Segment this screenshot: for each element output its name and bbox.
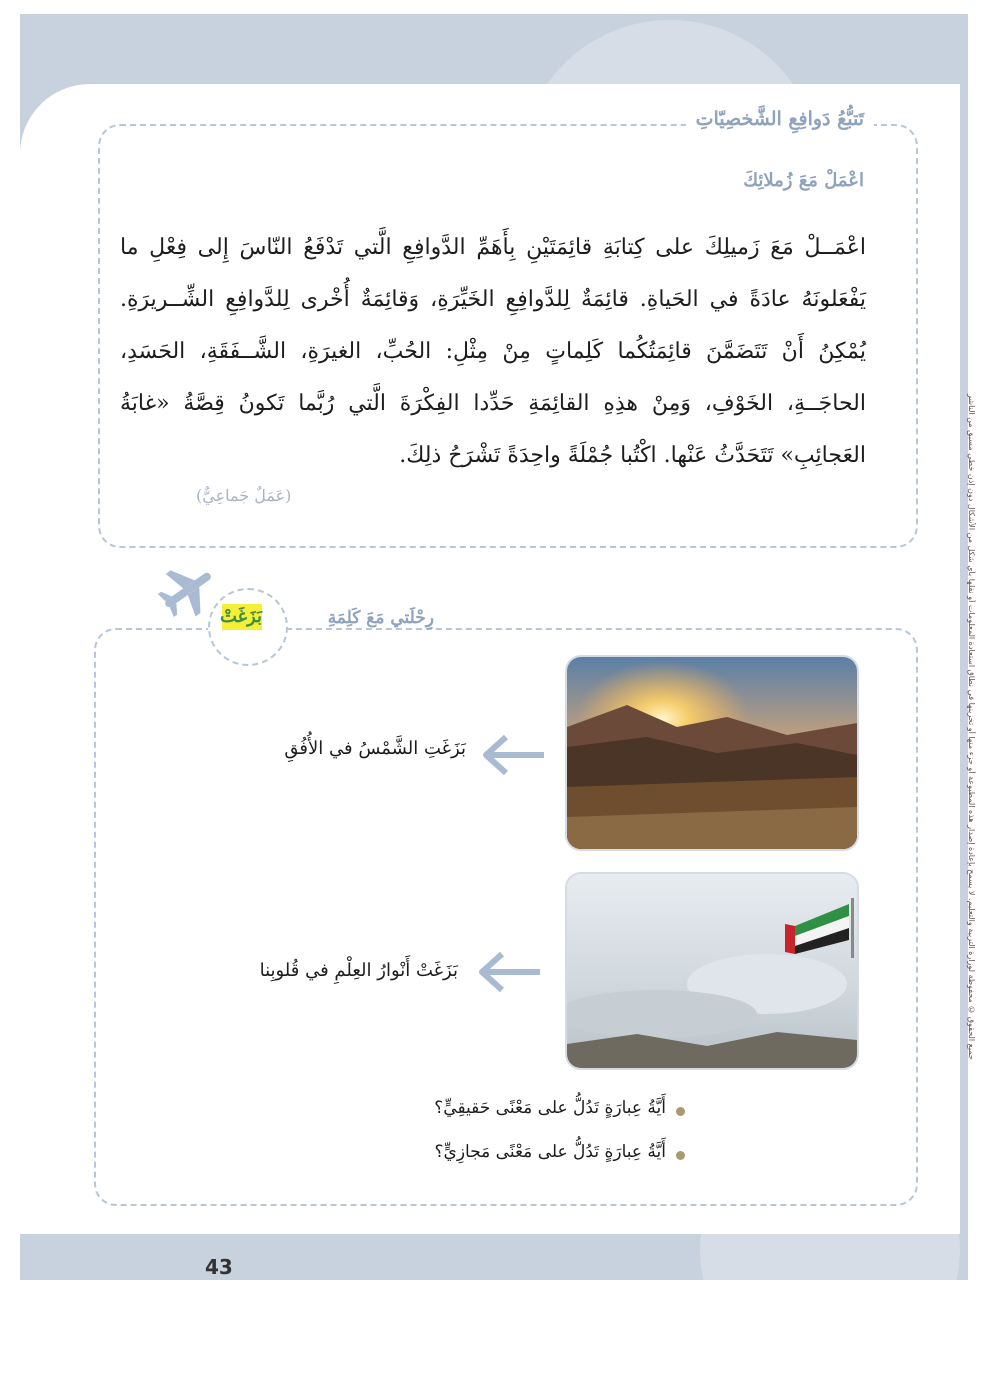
example-caption-1: بَزَغَتِ الشَّمْسُ في الأُفُقِ — [284, 738, 466, 759]
activity-paragraph: اعْمَــلْ مَعَ زَميلِكَ على كِتابَةِ قائِمَتَيْنِ بِأَهَمِّ الدَّوافِعِ الَّتي تَدْفَعُ النّاسَ إِلى فِعْلِ ما يَفْعَلونَهُ عادَةً في الحَياةِ. قائِمَةٌ لِلدَّوافِعِ الخَيِّرَةِ، وَقائِمَةٌ أُخْرى لِلدَّوافِعِ الشِّــريرَةِ. يُمْكِنُ أَنْ تَتَضَمَّنَ قائِمَتُكُما كَلِماتٍ مِنْ مِثْلِ: الحُبِّ، الغيرَةِ، الشَّــفَقَةِ، الحَسَدِ، الحاجَــةِ، الخَوْفِ، وَمِنْ هذِهِ القائِمَةِ حَدِّدا الفِكْرَةَ الَّتي رُبَّما تَكونُ قِصَّةُ «غابَةُ العَجائِبِ» تَتَحَدَّثُ عَنْها. اكْتُبا جُمْلَةً واحِدَةً تَشْرَحُ ذلِكَ. — [120, 235, 866, 468]
bullet-icon — [676, 1151, 685, 1160]
example-caption-2: بَزَغَتْ أَنْوارُ العِلْمِ في قُلوبِنا — [259, 960, 458, 981]
arrow-left-icon — [478, 733, 546, 777]
question-1: أَيَّةُ عِبارَةٍ تَدُلُّ على مَعْنًى حَقيقِيٍّ؟ — [434, 1098, 666, 1118]
group-work-label: (عَمَلٌ جَماعِيٌّ) — [196, 486, 292, 505]
highlight-word: بَزَغَتْ — [222, 604, 262, 630]
word-trip-heading: رِحْلَتي مَعَ كَلِمَةِ — [322, 608, 440, 628]
sunrise-photo — [565, 655, 859, 851]
flag-photo — [565, 872, 859, 1070]
copyright-side-note: جميع الحقوق © محفوظة لوزارة التربية والتعليم. لا يسمح بإعادة إصدار هذه المطبوعة أو جزء منها أو تخزينها في نطاق استعادة المعلومات أو نقلها بأي شكل من الأشكال دون إذن خطي مسبق من الناشر — [967, 394, 976, 1060]
section-heading: تَتبُّعُ دَوافِعِ الشَّخصِيّاتِ — [686, 108, 874, 130]
arrow-left-icon — [474, 950, 542, 994]
page-number: 43 — [205, 1255, 233, 1279]
bullet-icon — [676, 1107, 685, 1116]
sub-heading: اعْمَلْ مَعَ زُملائِكَ — [733, 170, 874, 191]
question-2: أَيَّةُ عِبارَةٍ تَدُلُّ على مَعْنًى مَجازِيٍّ؟ — [434, 1142, 666, 1162]
